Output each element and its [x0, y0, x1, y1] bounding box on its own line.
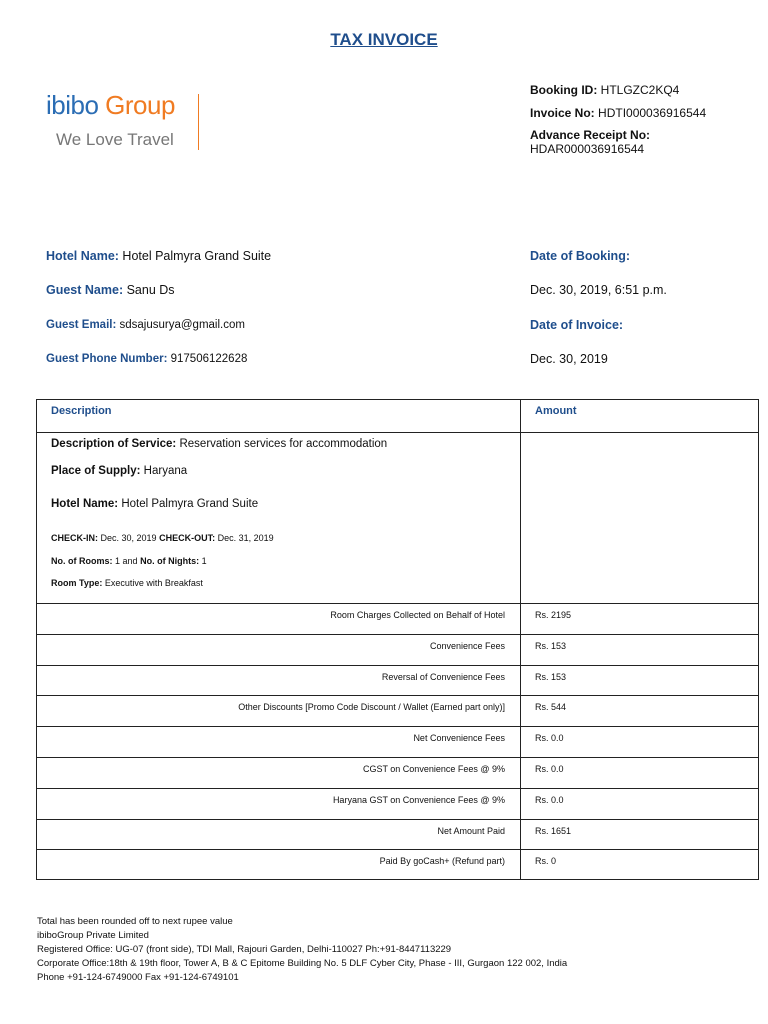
- row-divider: [37, 665, 758, 666]
- ibibo-group-logo: [46, 90, 206, 152]
- guest-phone-label: Guest Phone Number:: [46, 353, 168, 365]
- charge-row-label: Other Discounts [Promo Code Discount / Wallet (Earned part only)]: [238, 702, 505, 713]
- row-divider: [37, 634, 758, 635]
- charge-row-amount: Rs. 2195: [535, 610, 572, 620]
- charge-row-amount: Rs. 544: [535, 702, 567, 713]
- date-of-invoice-value: Dec. 30, 2019: [530, 352, 608, 366]
- footer-registered-office: Registered Office: UG-07 (front side), TDI Mall, Rajouri Garden, Delhi-110027 Ph:+91-8447113229: [37, 944, 452, 955]
- invoice-number: [530, 106, 706, 120]
- charge-row-label: Net Amount Paid: [437, 825, 505, 836]
- date-of-booking-label: Date of Booking:: [530, 249, 630, 263]
- charge-row-label: Convenience Fees: [429, 640, 505, 651]
- date-of-booking-value: Dec. 30, 2019, 6:51 p.m.: [530, 283, 667, 297]
- charge-row-label: Haryana GST on Convenience Fees @ 9%: [332, 794, 505, 805]
- charge-row-amount: Rs. 153: [535, 640, 567, 651]
- guest-name-row: [46, 283, 175, 297]
- charge-row-amount: Rs. 0.0: [535, 764, 564, 774]
- check-in-check-out: CHECK-IN: Dec. 30, 2019 CHECK-OUT: Dec. 31, 2019: [51, 533, 274, 543]
- charge-row-label: Net Convenience Fees: [413, 733, 505, 744]
- charge-row-label: Room Charges Collected on Behalf of Hotel: [330, 610, 505, 620]
- row-divider: [37, 757, 758, 758]
- invoice-table: [36, 399, 759, 880]
- row-divider: [37, 726, 758, 727]
- advance-receipt-label: Advance Receipt No:: [530, 128, 651, 142]
- service-description: Description of Service: Reservation services for accommodation: [51, 438, 388, 450]
- row-divider: [37, 849, 758, 850]
- guest-email-value: sdsajusurya@gmail.com: [119, 319, 245, 331]
- charge-row-label: Reversal of Convenience Fees: [381, 671, 505, 682]
- place-of-supply: Place of Supply: Haryana: [51, 465, 188, 477]
- guest-email-row: [46, 319, 245, 331]
- column-header-amount: Amount: [535, 405, 577, 417]
- logo-tagline: We Love Travel: [56, 130, 174, 149]
- charge-row-amount: Rs. 153: [535, 671, 567, 682]
- booking-id-value: HTLGZC2KQ4: [600, 83, 680, 97]
- logo-text-group: Group: [98, 90, 175, 120]
- charge-row-label: Paid By goCash+ (Refund part): [379, 856, 505, 867]
- footer-corporate-office: Corporate Office:18th & 19th floor, Tower A, B & C Epitome Building No. 5 DLF Cyber City, Phase - III, Gurgaon 122 002, India: [37, 958, 568, 969]
- hotel-name-row: [46, 249, 271, 263]
- guest-email-label: Guest Email:: [46, 319, 117, 331]
- guest-name-label: Guest Name:: [46, 283, 124, 297]
- charge-row-amount: Rs. 0: [535, 856, 557, 867]
- row-divider: [37, 788, 758, 789]
- row-divider: [37, 695, 758, 696]
- table-hotel-name: Hotel Name: Hotel Palmyra Grand Suite: [51, 498, 259, 510]
- hotel-name-value: Hotel Palmyra Grand Suite: [122, 249, 272, 263]
- column-header-description: Description: [51, 405, 112, 417]
- invoice-no-label: Invoice No:: [530, 106, 595, 120]
- guest-name-value: Sanu Ds: [126, 283, 175, 297]
- advance-receipt-value: HDAR000036916544: [530, 142, 645, 156]
- table-column-divider: [520, 400, 521, 879]
- row-divider: [37, 819, 758, 820]
- invoice-title: TAX INVOICE: [330, 30, 438, 49]
- charge-row-amount: Rs. 0.0: [535, 733, 564, 744]
- date-of-invoice-label: Date of Invoice:: [530, 318, 624, 332]
- header-divider: [37, 432, 758, 433]
- charge-row-label: CGST on Convenience Fees @ 9%: [362, 764, 505, 774]
- footer-company-name: ibiboGroup Private Limited: [37, 930, 149, 941]
- logo-divider: [198, 94, 199, 150]
- guest-phone-value: 917506122628: [170, 353, 248, 365]
- guest-phone-row: [46, 353, 247, 365]
- footer-rounding-note: Total has been rounded off to next rupee value: [37, 916, 233, 927]
- invoice-no-value: HDTI000036916544: [598, 106, 707, 120]
- rooms-and-nights: No. of Rooms: 1 and No. of Nights: 1: [51, 556, 207, 566]
- booking-id: [530, 83, 679, 97]
- row-divider: [37, 603, 758, 604]
- hotel-name-label: Hotel Name:: [46, 249, 119, 263]
- footer-phone-fax: Phone +91-124-6749000 Fax +91-124-6749101: [37, 972, 239, 983]
- booking-id-label: Booking ID:: [530, 83, 598, 97]
- logo-text-ibibo: ibibo: [46, 90, 99, 120]
- charge-row-amount: Rs. 1651: [535, 825, 572, 836]
- charge-row-amount: Rs. 0.0: [535, 794, 564, 805]
- room-type: Room Type: Executive with Breakfast: [51, 578, 203, 588]
